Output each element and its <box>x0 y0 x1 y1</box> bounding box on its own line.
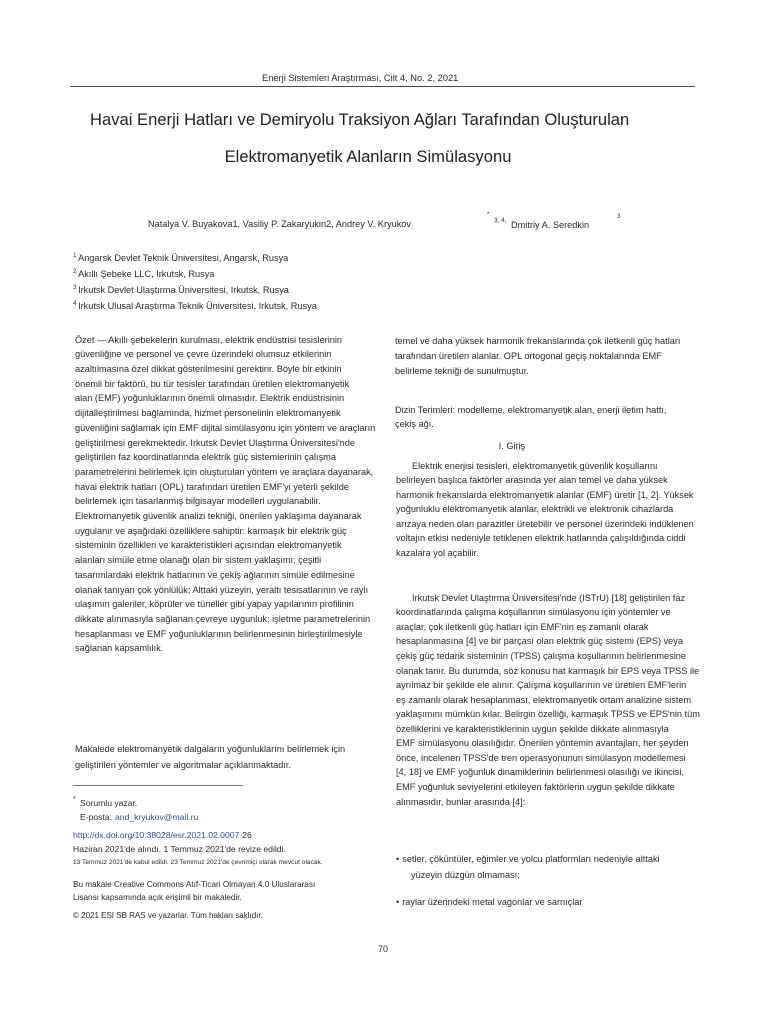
doi-line <box>73 829 252 841</box>
index-terms <box>395 403 666 432</box>
affiliation-number: 2 <box>73 268 77 275</box>
abstract-line: alanları simüle etme olanağı olan bir sistem yaklaşımı; çeşitli <box>75 555 322 566</box>
bullet-line: setler, çöküntüler, eğimler ve yolcu platformları nedeniyle alttaki <box>402 854 660 864</box>
abstract-line: ulaşımın galeriler, köprüler ve tüneller gibi yapay yapılarının profilinin <box>75 599 354 610</box>
intro-paragraph-line: kazalara yol açabilir. <box>396 547 479 558</box>
abstract-continued-line: belirleme tekniği de sunulmuştur. <box>395 365 529 376</box>
abstract-line: dijitalleştirilmesi bağlamında, hizmet personelinin elektromanyetik <box>75 408 341 419</box>
doi-link[interactable]: http://dx.doi.org/10.38028/esr.2021.02.0007 <box>73 830 240 840</box>
abstract-line: güvenliğine ve personel ve çevre üzerindeki olumsuz etkilerinin <box>75 349 332 360</box>
abstract-continued-line: temel ve daha yüksek harmonik frekanslarında çok iletkenli güç hatları <box>395 335 681 346</box>
affiliation-item <box>73 267 317 283</box>
abstract-line: parametrelerini belirlemek için oluşturulan yöntem ve araçlara dayanarak, <box>75 466 374 477</box>
affiliation-text: Akıllı Şebeke LLC, Irkutsk, Rusya <box>78 268 215 279</box>
license-line: Bu makale Creative Commons Atıf-Ticari Olmayan 4.0 Uluslararası <box>73 880 316 889</box>
abstract-line: tasarımlardaki elektrik hatlarının ve çekiş ağlarının simüle edilmesine <box>75 569 355 580</box>
intro-paragraph-line: [4, 18] ve EMF yoğunluk dinamiklerinin belirlenmesi olasılığı ve ikincisi, <box>396 767 684 778</box>
paper-title-line: Elektromanyetik Alanların Simülasyonu <box>224 147 512 166</box>
license-line: Lisansı kapsamında açık erişimli bir makaledir. <box>73 893 242 902</box>
author-affiliation-ref: 3, 4, <box>494 217 507 224</box>
received-date: Haziran 2021'de alındı. 1 Temmuz 2021'de revize edildi. <box>73 844 286 854</box>
index-terms-line: Dizin Terimleri: modelleme, elektromanyetik alan, enerji iletim hattı, <box>395 404 667 415</box>
abstract-line: sağlanan kapsamlılık. <box>75 643 164 654</box>
abstract <box>75 333 375 656</box>
affiliation-item <box>73 299 317 315</box>
intro-paragraph-line: olanak tanır. Bu durumda, söz konusu hat karmaşık bir EPS veya TPSS ile <box>396 665 700 676</box>
affiliation-item <box>73 283 317 299</box>
email-line <box>80 811 198 823</box>
abstract-line: azaltılmasına özel dikkat gösterilmesini gerektirir. Böyle bir etkinin <box>75 364 342 374</box>
page-number: 70 <box>377 944 388 954</box>
abstract-closing-line: Makalede elektromanyetik dalgaların yoğunluklarını belirlemek için <box>75 744 346 754</box>
abstract-line: geliştirilen faz koordinatlarında elektrik güç sistemlerinin çalışma <box>75 452 336 463</box>
abstract-continued <box>395 334 680 379</box>
bullet-marker: • <box>396 854 400 864</box>
intro-paragraph-line: hesaplanmasına [4] ve bir parçası olan elektrik güç sistemi (EPS) veya <box>396 636 683 647</box>
intro-paragraph-line: araçlar, çok iletkenli güç hatları için EMF'nin eş zamanlı olarak <box>396 621 649 632</box>
author-list: Natalya V. Buyakova1, Vasiliy P. Zakaryukin2, Andrey V. Kryukov <box>148 219 412 229</box>
bullet-first-line <box>396 894 582 910</box>
intro-paragraph-line: Irkutsk Devlet Ulaştırma Üniversitesi'nde (ISTrU) [18] geliştirilen faz <box>412 592 686 603</box>
intro-paragraph-line: özelliklerini ve karakteristiklerinin uygun şekilde dikkate alınmasıyla <box>396 723 669 734</box>
intro-paragraph <box>396 459 694 561</box>
footnote-rule <box>73 785 243 786</box>
abstract-line: güvenliğini sağlamak için EMF dijital simülasyonu için yöntem ve araçların <box>75 422 376 433</box>
abstract-line: önemli bir faktörü, bu tür tesisler tarafından üretilen elektromanyetik <box>75 378 350 389</box>
intro-paragraph-line: voltajın etkisi nedeniyle tetiklenen elektrik hatlarında çalışıldığında ciddi <box>396 533 686 544</box>
intro-paragraph-line: yaklaşımını mümkün kılar. Belirgin özelliği, karmaşık TPSS ve EPS'nin tüm <box>396 709 700 720</box>
intro-paragraph-line: ayrılmaz bir şekilde ele alınır. Çalışma koşullarının ve üretilen EMF'lerin <box>396 680 687 691</box>
abstract-line: Özet — Akıllı şebekelerin kurulması, elektrik endüstrisi tesislerinin <box>75 334 343 345</box>
paper-title-line: Havai Enerji Hatları ve Demiryolu Traksiyon Ağları Tarafından Oluşturulan <box>90 110 630 129</box>
intro-paragraph-line: çekiş güç tedarik sisteminin (TPSS) çalışma koşullarının belirlenmesine <box>396 650 687 661</box>
affiliation-number: 4 <box>73 300 77 307</box>
abstract-line: geliştirilmesi gerekmektedir. Irkutsk Devlet Ulaştırma Üniversitesi'nde <box>75 437 356 448</box>
abstract-line: belirlemek için tasarlanmış bilgisayar modelleri uygulanabilir. <box>75 496 321 507</box>
intro-paragraph-line: arızaya neden olan parazitler üretebilir ve personel üzerindeki indüklenen <box>396 518 694 529</box>
abstract-closing <box>75 741 345 773</box>
author-affiliation-ref: 3 <box>617 213 621 220</box>
doi-page-ref: 26 <box>242 830 252 840</box>
abstract-line: uygulanır ve aşağıdaki özelliklere sahiptir: karmaşık bir elektrik güç <box>75 525 347 536</box>
accepted-date: 13 Temmuz 2021'de kabul edildi. 23 Temmuz 2021'de çevrimiçi olarak mevcut olacak. <box>73 859 323 866</box>
affiliation-item <box>73 251 317 267</box>
email-label: E-posta: <box>80 812 113 822</box>
abstract-line: hesaplanması ve EMF yoğunluklarının belirlenmesinin birleştirilmesiyle <box>75 628 363 639</box>
copyright-notice: © 2021 ESI SB RAS ve yazarlar. Tüm hakları saklıdır. <box>73 911 263 920</box>
intro-paragraph-line: EMF yoğunluk seviyelerini etkileyen faktörlerin uygun şekilde dikkate <box>396 782 675 792</box>
abstract-continued-line: tarafından üretilen alanlar. OPL ortogonal geçiş noktalarında EMF <box>395 350 662 361</box>
intro-paragraph-line: belirleyen başlıca faktörler arasında yer alan temel ve daha yüksek <box>396 475 668 486</box>
intro-paragraph-line: alınmasıdır, bunlar arasında [4]: <box>396 796 526 807</box>
intro-paragraph-line: Elektrik enerjisi tesisleri, elektromanyetik güvenlik koşullarını <box>412 460 658 471</box>
intro-paragraph-line: önce, incelenen TPSS'de tren operasyonunun simülasyon modellemesi <box>396 752 686 763</box>
abstract-line: olanak tanıyan çok yönlülük; Alttaki yüzeyin, yeraltı tesisatlarının ve raylı <box>75 584 369 595</box>
intro-paragraph-line: yoğunluklu elektromanyetik alanlar, elektrikli ve elektronik cihazlarda <box>396 504 674 515</box>
abstract-line: dikkate alınmasıyla sağlanan çevreye uygunluk; işletme parametrelerinin <box>75 613 371 624</box>
corresponding-author-note: Sorumlu yazar. <box>80 798 138 808</box>
bullet-item <box>396 851 660 883</box>
license-note <box>73 878 315 904</box>
section-heading: I. Giriş <box>498 441 526 451</box>
intro-paragraph <box>396 591 700 809</box>
affiliation-text: Irkutsk Devlet Ulaştırma Üniversitesi, Irkutsk, Rusya <box>78 284 289 295</box>
bullet-line: raylar üzerindeki metal vagonlar ve sarnıçlar <box>402 897 583 907</box>
author-name: Dmitriy A. Seredkin <box>511 220 590 230</box>
intro-paragraph-line: harmonik frekanslarda elektromanyetik alanlar (EMF) üretir [1, 2]. Yüksek <box>396 489 694 500</box>
intro-paragraph-line: koordinatlarında çalışma koşullarının simülasyonu için yöntemler ve <box>396 607 671 618</box>
bullet-first-line <box>396 851 660 867</box>
affiliation-number: 3 <box>73 284 77 291</box>
affiliation-text: Irkutsk Ulusal Araştırma Teknik Üniversitesi, Irkutsk, Rusya <box>78 300 317 311</box>
abstract-line: havai elektrik hatları (OPL) tarafından üretilen EMF'yi yeterli şekilde <box>75 481 349 492</box>
abstract-line: Elektromanyetik güvenlik analizi tekniği, önerilen yaklaşıma dayanarak <box>75 511 362 522</box>
email-link[interactable]: and_kryukov@mail.ru <box>115 812 199 822</box>
footnote-mark: * <box>73 796 76 803</box>
journal-header: Enerji Sistemleri Araştırması, Cilt 4, No. 2, 2021 <box>262 73 459 83</box>
affiliation-number: 1 <box>73 252 77 259</box>
corresponding-author-mark: * <box>487 211 490 218</box>
index-terms-line: çekiş ağı. <box>395 419 434 430</box>
affiliation-list <box>73 251 317 315</box>
bullet-item <box>396 894 582 910</box>
abstract-line: alan (EMF) yoğunluklarının önemli olmasıdır. Elektrik endüstrisinin <box>75 393 345 404</box>
intro-paragraph-line: EMF simülasyonu olasılığıdır. Önerilen yöntemin avantajları, her şeyden <box>396 738 689 749</box>
abstract-closing-line: geliştirilen yöntemler ve algoritmalar açıklanmaktadır. <box>75 760 291 770</box>
intro-paragraph-line: eş zamanlı olarak hesaplanması, elektromanyetik ortam analizine sistem <box>396 694 692 705</box>
abstract-line: sisteminin özellikleri ve karakteristikleri açısından elektromanyetik <box>75 540 342 551</box>
affiliation-text: Angarsk Devlet Teknik Üniversitesi, Angarsk, Rusya <box>78 252 289 263</box>
bullet-line: yüzeyin düzgün olmaması; <box>411 870 520 880</box>
bullet-marker: • <box>396 897 400 907</box>
header-rule <box>70 86 695 87</box>
